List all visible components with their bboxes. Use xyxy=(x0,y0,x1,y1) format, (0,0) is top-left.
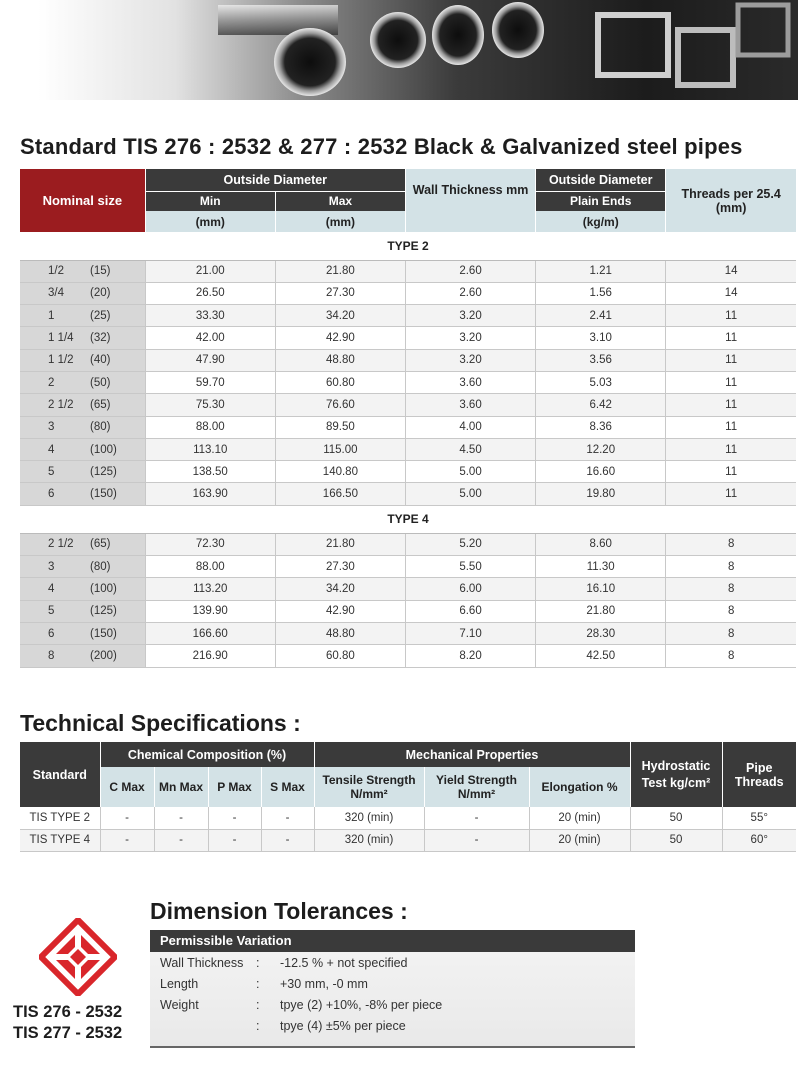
dimension-tolerances-title: Dimension Tolerances : xyxy=(150,898,408,924)
wall-thickness-cell: 2.60 xyxy=(405,282,535,304)
min-cell: 59.70 xyxy=(145,371,275,393)
max-cell: 76.60 xyxy=(275,394,405,416)
hydrostatic-header: Hydrostatic Test kg/cm² xyxy=(630,742,722,807)
max-cell: 60.80 xyxy=(275,371,405,393)
nominal-dn: (125) xyxy=(90,605,117,618)
outside-diameter-header: Outside Diameter xyxy=(145,169,405,191)
pipe-threads-cell: 60° xyxy=(722,829,796,851)
weight-cell: 1.56 xyxy=(536,282,666,304)
min-cell: 21.00 xyxy=(145,260,275,282)
threads-cell: 14 xyxy=(666,260,796,282)
threads-cell: 8 xyxy=(666,600,796,622)
nominal-dn: (65) xyxy=(90,398,111,411)
tech-spec-rows xyxy=(20,807,796,851)
weight-unit: (kg/m) xyxy=(536,211,666,232)
tolerance-colon: : xyxy=(256,1019,260,1033)
threads-cell: 8 xyxy=(666,556,796,578)
wall-thickness-cell: 3.60 xyxy=(405,371,535,393)
threads-cell: 11 xyxy=(666,483,796,505)
yield-cell: - xyxy=(424,829,529,851)
wall-thickness-cell: 5.00 xyxy=(405,461,535,483)
min-cell: 88.00 xyxy=(145,556,275,578)
table-row xyxy=(20,807,796,829)
tech-spec-title: Technical Specifications : xyxy=(20,710,301,736)
yield-header: Yield Strength N/mm² xyxy=(424,767,529,807)
min-cell: 88.00 xyxy=(145,416,275,438)
tolerances-box xyxy=(150,930,635,1048)
nominal-size-cell xyxy=(20,416,145,438)
threads-cell: 8 xyxy=(666,533,796,555)
wall-thickness-header: Wall Thickness mm xyxy=(405,169,535,211)
max-cell: 34.20 xyxy=(275,305,405,327)
max-cell: 27.30 xyxy=(275,556,405,578)
wall-thickness-cell: 7.10 xyxy=(405,622,535,644)
c-cell: - xyxy=(100,807,154,829)
threads-cell: 8 xyxy=(666,622,796,644)
min-cell: 113.10 xyxy=(145,438,275,460)
nominal-dn: (15) xyxy=(90,265,111,278)
type2-rows xyxy=(20,232,796,505)
weight-cell: 21.80 xyxy=(536,600,666,622)
max-cell: 27.30 xyxy=(275,282,405,304)
mn-cell: - xyxy=(154,829,208,851)
s-cell: - xyxy=(261,829,314,851)
tensile-cell: 320 (min) xyxy=(314,829,424,851)
hydrostatic-cell: 50 xyxy=(630,829,722,851)
nominal-size-cell xyxy=(20,483,145,505)
nominal-inch: 3 xyxy=(48,560,55,573)
wall-thickness-cell: 3.20 xyxy=(405,349,535,371)
weight-cell: 3.10 xyxy=(536,327,666,349)
nominal-dn: (80) xyxy=(90,560,111,573)
table-row xyxy=(20,260,796,282)
nominal-size-cell xyxy=(20,556,145,578)
min-cell: 216.90 xyxy=(145,645,275,667)
weight-cell: 8.60 xyxy=(536,533,666,555)
table-row xyxy=(20,327,796,349)
type2-label: TYPE 2 xyxy=(20,232,796,260)
nominal-size-cell xyxy=(20,578,145,600)
nominal-inch: 1 xyxy=(48,309,55,322)
min-cell: 33.30 xyxy=(145,305,275,327)
max-cell: 48.80 xyxy=(275,622,405,644)
tolerance-key: Wall Thickness xyxy=(160,956,244,970)
nominal-inch: 2 1/2 xyxy=(48,538,74,551)
table-row xyxy=(20,394,796,416)
s-max-header: S Max xyxy=(261,767,314,807)
nominal-size-cell xyxy=(20,371,145,393)
max-cell: 21.80 xyxy=(275,533,405,555)
nominal-inch: 4 xyxy=(48,443,55,456)
standard-header: Standard xyxy=(20,742,100,807)
weight-cell: 19.80 xyxy=(536,483,666,505)
nominal-dn: (200) xyxy=(90,649,117,662)
nominal-size-cell xyxy=(20,282,145,304)
min-cell: 163.90 xyxy=(145,483,275,505)
nominal-inch: 4 xyxy=(48,583,55,595)
p-cell: - xyxy=(208,807,261,829)
weight-cell: 1.21 xyxy=(536,260,666,282)
tolerance-value: +30 mm, -0 mm xyxy=(280,977,368,991)
nominal-dn: (125) xyxy=(90,465,117,478)
yield-cell: - xyxy=(424,807,529,829)
tolerance-colon: : xyxy=(256,956,260,970)
wall-unit-cell xyxy=(405,211,535,232)
chemical-header: Chemical Composition (%) xyxy=(100,742,314,767)
mechanical-header: Mechanical Properties xyxy=(314,742,630,767)
max-cell: 166.50 xyxy=(275,483,405,505)
mn-cell: - xyxy=(154,807,208,829)
wall-thickness-cell: 5.50 xyxy=(405,556,535,578)
mn-max-header: Mn Max xyxy=(154,767,208,807)
tensile-cell: 320 (min) xyxy=(314,807,424,829)
weight-cell: 16.10 xyxy=(536,578,666,600)
nominal-dn: (65) xyxy=(90,538,111,551)
max-cell: 89.50 xyxy=(275,416,405,438)
elongation-cell: 20 (min) xyxy=(529,829,630,851)
max-cell: 60.80 xyxy=(275,645,405,667)
table-row xyxy=(20,461,796,483)
nominal-inch: 1 1/2 xyxy=(48,354,74,367)
nominal-inch: 5 xyxy=(48,465,55,478)
tolerance-colon: : xyxy=(256,977,260,991)
nominal-inch: 2 1/2 xyxy=(48,398,74,411)
nominal-dn: (20) xyxy=(90,287,111,300)
plain-ends-header: Plain Ends xyxy=(536,191,666,211)
wall-thickness-cell: 8.20 xyxy=(405,645,535,667)
nominal-size-cell xyxy=(20,645,145,667)
elongation-cell: 20 (min) xyxy=(529,807,630,829)
nominal-size-cell xyxy=(20,349,145,371)
wall-thickness-cell: 5.00 xyxy=(405,483,535,505)
wall-thickness-cell: 4.00 xyxy=(405,416,535,438)
tis-logo xyxy=(39,918,117,1001)
nominal-size-cell xyxy=(20,394,145,416)
nominal-size-cell xyxy=(20,533,145,555)
min-cell: 138.50 xyxy=(145,461,275,483)
pipe-threads-cell: 55° xyxy=(722,807,796,829)
threads-cell: 11 xyxy=(666,461,796,483)
pipes-image xyxy=(38,0,798,100)
logo-text-line2: TIS 277 - 2532 xyxy=(13,1024,123,1042)
min-cell: 75.30 xyxy=(145,394,275,416)
nominal-inch: 6 xyxy=(48,488,55,501)
tolerance-colon: : xyxy=(256,998,260,1012)
tolerance-value: tpye (4) ±5% per piece xyxy=(280,1019,406,1033)
threads-cell: 8 xyxy=(666,578,796,600)
standard-cell: TIS TYPE 4 xyxy=(20,829,100,851)
nominal-inch: 3/4 xyxy=(48,287,64,300)
max-cell: 42.90 xyxy=(275,327,405,349)
hydrostatic-cell: 50 xyxy=(630,807,722,829)
max-cell: 42.90 xyxy=(275,600,405,622)
min-header: Min xyxy=(145,191,275,211)
wall-thickness-cell: 4.50 xyxy=(405,438,535,460)
tolerance-row xyxy=(150,995,635,1016)
threads-cell: 14 xyxy=(666,282,796,304)
threads-cell: 11 xyxy=(666,438,796,460)
table-row xyxy=(20,416,796,438)
threads-header: Threads per 25.4 (mm) xyxy=(666,169,796,232)
weight-cell: 28.30 xyxy=(536,622,666,644)
tolerance-value: -12.5 % + not specified xyxy=(280,956,408,970)
weight-cell: 42.50 xyxy=(536,645,666,667)
c-cell: - xyxy=(100,829,154,851)
tolerance-key: Weight xyxy=(160,998,199,1012)
nominal-size-cell xyxy=(20,438,145,460)
table-row xyxy=(20,282,796,304)
max-unit: (mm) xyxy=(275,211,405,232)
min-cell: 26.50 xyxy=(145,282,275,304)
nominal-size-cell xyxy=(20,461,145,483)
nominal-dn: (40) xyxy=(90,354,111,367)
weight-cell: 12.20 xyxy=(536,438,666,460)
steel-pipes-banner xyxy=(38,0,798,100)
c-max-header: C Max xyxy=(100,767,154,807)
nominal-size-cell xyxy=(20,600,145,622)
table-row xyxy=(20,483,796,505)
tolerance-row xyxy=(150,1016,635,1037)
table-row xyxy=(20,349,796,371)
nominal-inch: 2 xyxy=(48,376,55,389)
nominal-dn: (32) xyxy=(90,332,111,345)
table-row xyxy=(20,371,796,393)
nominal-dn: (100) xyxy=(90,583,117,595)
threads-cell: 11 xyxy=(666,371,796,393)
table-row xyxy=(20,578,796,600)
permissible-variation-header: Permissible Variation xyxy=(150,930,635,952)
weight-cell: 2.41 xyxy=(536,305,666,327)
table-row xyxy=(20,533,796,555)
nominal-size-header: Nominal size xyxy=(20,169,145,232)
min-cell: 113.20 xyxy=(145,578,275,600)
pipe-threads-header: Pipe Threads xyxy=(722,742,796,807)
wall-thickness-cell: 6.60 xyxy=(405,600,535,622)
table-row xyxy=(20,622,796,644)
tolerance-key: Length xyxy=(160,977,199,991)
max-cell: 21.80 xyxy=(275,260,405,282)
type4-label: TYPE 4 xyxy=(20,505,796,533)
wall-thickness-cell: 3.20 xyxy=(405,327,535,349)
wall-thickness-cell: 3.60 xyxy=(405,394,535,416)
table-row xyxy=(20,829,796,851)
min-cell: 42.00 xyxy=(145,327,275,349)
threads-cell: 11 xyxy=(666,327,796,349)
table-row xyxy=(20,556,796,578)
max-cell: 115.00 xyxy=(275,438,405,460)
nominal-inch: 1 1/4 xyxy=(48,332,74,345)
nominal-dn: (100) xyxy=(90,443,117,456)
min-cell: 166.60 xyxy=(145,622,275,644)
table-row xyxy=(20,600,796,622)
min-cell: 72.30 xyxy=(145,533,275,555)
table-row xyxy=(20,438,796,460)
min-unit: (mm) xyxy=(145,211,275,232)
type4-rows xyxy=(20,505,796,667)
tensile-header: Tensile Strength N/mm² xyxy=(314,767,424,807)
nominal-dn: (50) xyxy=(90,376,111,389)
max-cell: 140.80 xyxy=(275,461,405,483)
table-row xyxy=(20,645,796,667)
nominal-size-cell xyxy=(20,305,145,327)
nominal-size-cell xyxy=(20,327,145,349)
tech-spec-table xyxy=(20,742,796,852)
nominal-dn: (25) xyxy=(90,309,111,322)
tolerance-value: tpye (2) +10%, -8% per piece xyxy=(280,998,443,1012)
nominal-inch: 3 xyxy=(48,421,55,434)
tolerance-row xyxy=(150,953,635,974)
threads-cell: 8 xyxy=(666,645,796,667)
max-header: Max xyxy=(275,191,405,211)
threads-cell: 11 xyxy=(666,416,796,438)
nominal-inch: 1/2 xyxy=(48,265,64,278)
pipe-dimensions-table xyxy=(20,169,796,668)
wall-thickness-cell: 2.60 xyxy=(405,260,535,282)
nominal-inch: 8 xyxy=(48,649,55,662)
elongation-header: Elongation % xyxy=(529,767,630,807)
s-cell: - xyxy=(261,807,314,829)
min-cell: 139.90 xyxy=(145,600,275,622)
logo-text-line1: TIS 276 - 2532 xyxy=(13,1003,123,1021)
weight-cell: 8.36 xyxy=(536,416,666,438)
threads-cell: 11 xyxy=(666,394,796,416)
p-cell: - xyxy=(208,829,261,851)
page-title: Standard TIS 276 : 2532 & 277 : 2532 Black & Galvanized steel pipes xyxy=(20,134,743,159)
nominal-dn: (150) xyxy=(90,488,117,501)
wall-thickness-cell: 3.20 xyxy=(405,305,535,327)
min-cell: 47.90 xyxy=(145,349,275,371)
weight-cell: 3.56 xyxy=(536,349,666,371)
nominal-size-cell xyxy=(20,622,145,644)
outside-diameter-weight-header: Outside Diameter xyxy=(536,169,666,191)
tolerance-rows xyxy=(150,952,635,1037)
nominal-dn: (80) xyxy=(90,421,111,434)
nominal-dn: (150) xyxy=(90,627,117,640)
standard-cell: TIS TYPE 2 xyxy=(20,807,100,829)
table-row xyxy=(20,305,796,327)
weight-cell: 5.03 xyxy=(536,371,666,393)
weight-cell: 16.60 xyxy=(536,461,666,483)
weight-cell: 6.42 xyxy=(536,394,666,416)
p-max-header: P Max xyxy=(208,767,261,807)
weight-cell: 11.30 xyxy=(536,556,666,578)
max-cell: 48.80 xyxy=(275,349,405,371)
nominal-size-cell xyxy=(20,260,145,282)
tolerance-row xyxy=(150,974,635,995)
max-cell: 34.20 xyxy=(275,578,405,600)
wall-thickness-cell: 5.20 xyxy=(405,533,535,555)
wall-thickness-cell: 6.00 xyxy=(405,578,535,600)
threads-cell: 11 xyxy=(666,305,796,327)
nominal-inch: 6 xyxy=(48,627,55,640)
nominal-inch: 5 xyxy=(48,605,55,618)
threads-cell: 11 xyxy=(666,349,796,371)
tis-mark-icon xyxy=(39,918,117,996)
